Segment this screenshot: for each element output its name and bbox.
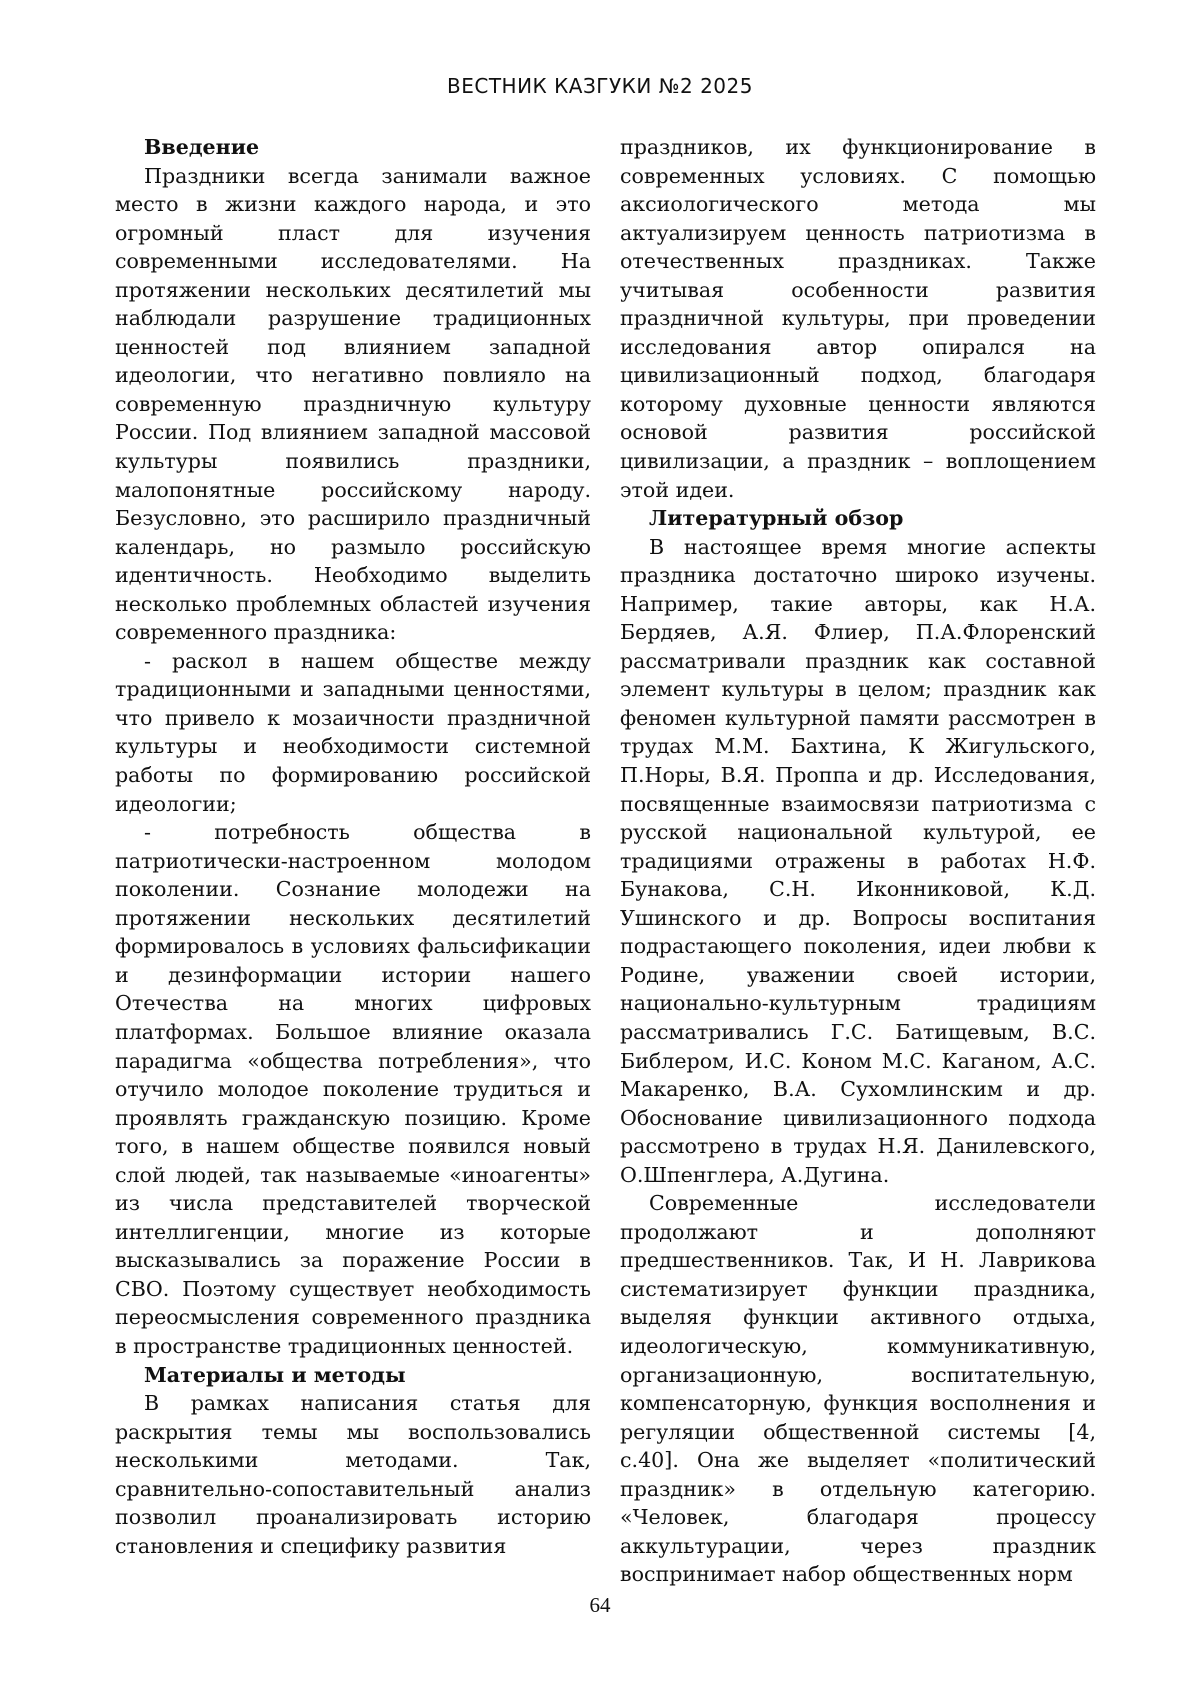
running-head: ВЕСТНИК КАЗГУКИ №2 2025	[447, 74, 753, 98]
intro-list-item-1: - раскол в нашем обществе между традиционными и западными ценностями, что привело к мозаичности праздничной культуры и необходимости системной работы по формированию российской идеологии;	[115, 648, 591, 816]
section-heading-introduction: Введение	[144, 135, 260, 159]
section-heading-literature-review: Литературный обзор	[649, 506, 904, 531]
section-heading-methods: Материалы и методы	[144, 1362, 406, 1387]
page-number: 64	[589, 1593, 611, 1617]
left-column	[115, 133, 591, 1560]
intro-paragraph: Праздники всегда занимали важное место в жизни каждого народа, и это огромный пласт для изучения современными исследователями. На протяжении нескольких десятилетий мы наблюдали разрушение традиционных ценностей под влиянием западной идеологии, что негативно повлияло на современную праздничную культуру России. Под влиянием западной массовой культуры появились праздники, малопонятные российскому народу. Безусловно, это расширило праздничный календарь, но размыло российскую идентичность. Необходимо выделить несколько проблемных областей изучения современного праздника:	[115, 163, 591, 645]
review-paragraph-1: В настоящее время многие аспекты праздника достаточно широко изучены. Например, такие авторы, как Н.А. Бердяев, А.Я. Флиер, П.А.Флоренский рассматривали праздник как составной элемент культуры в целом; праздник как феномен культурной памяти рассмотрен в трудах М.М. Бахтина, К Жигульского, П.Норы, В.Я. Проппа и др. Исследования, посвященные взаимосвязи патриотизма с русской национальной культурой, ее традициями отражены в работах Н.Ф. Бунакова, С.Н. Иконниковой, К.Д. Ушинского и др. Вопросы воспитания подрастающего поколения, идеи любви к Родине, уважении своей истории, национально-культурным традициям рассматривались Г.С. Батищевым, В.С. Библером, И.С. Коном М.С. Каганом, А.С. Макаренко, В.А. Сухомлинским и др. Обоснование цивилизационного подхода рассмотрено в трудах Н.Я. Данилевского, О.Шпенглера, А.Дугина.	[620, 534, 1096, 1187]
review-paragraph-2: Современные исследователи продолжают и дополняют предшественников. Так, И Н. Лаврикова систематизирует функции праздника, выделяя функции активного отдыха, идеологическую, коммуникативную, организационную, воспитательную, компенсаторную, функция восполнения и регуляции общественной системы [4, с.40]. Она же выделяет «политический праздник» в отдельную категорию. «Человек, благодаря процессу аккультурации, через праздник воспринимает набор общественных норм	[620, 1191, 1096, 1587]
methods-paragraph-start: В рамках написания статья для раскрытия темы мы воспользовались несколькими методами. Так, сравнительно-сопоставительный анализ позволил проанализировать историю становления и специфику развития	[115, 1391, 591, 1558]
methods-paragraph-end: праздников, их функционирование в современных условиях. С помощью аксиологического метода мы актуализируем ценность патриотизма в отечественных праздниках. Также учитывая особенности развития праздничной культуры, при проведении исследования автор опирался на цивилизационный подход, благодаря которому духовные ценности являются основой развития российской цивилизации, а праздник – воплощением этой идеи.	[620, 135, 1096, 502]
right-column	[620, 133, 1096, 1589]
intro-list-item-2: - потребность общества в патриотически-настроенном молодом поколении. Сознание молодежи на протяжении нескольких десятилетий формировалось в условиях фальсификации и дезинформации истории нашего Отечества на многих цифровых платформах. Большое влияние оказала парадигма «общества потребления», что отучило молодое поколение трудиться и проявлять гражданскую позицию. Кроме того, в нашем обществе появился новый слой людей, так называемые «иноагенты» из числа представителей творческой интеллигенции, многие из которые высказывались за поражение России в СВО. Поэтому существует необходимость переосмысления современного праздника в пространстве традиционных ценностей.	[115, 820, 591, 1358]
